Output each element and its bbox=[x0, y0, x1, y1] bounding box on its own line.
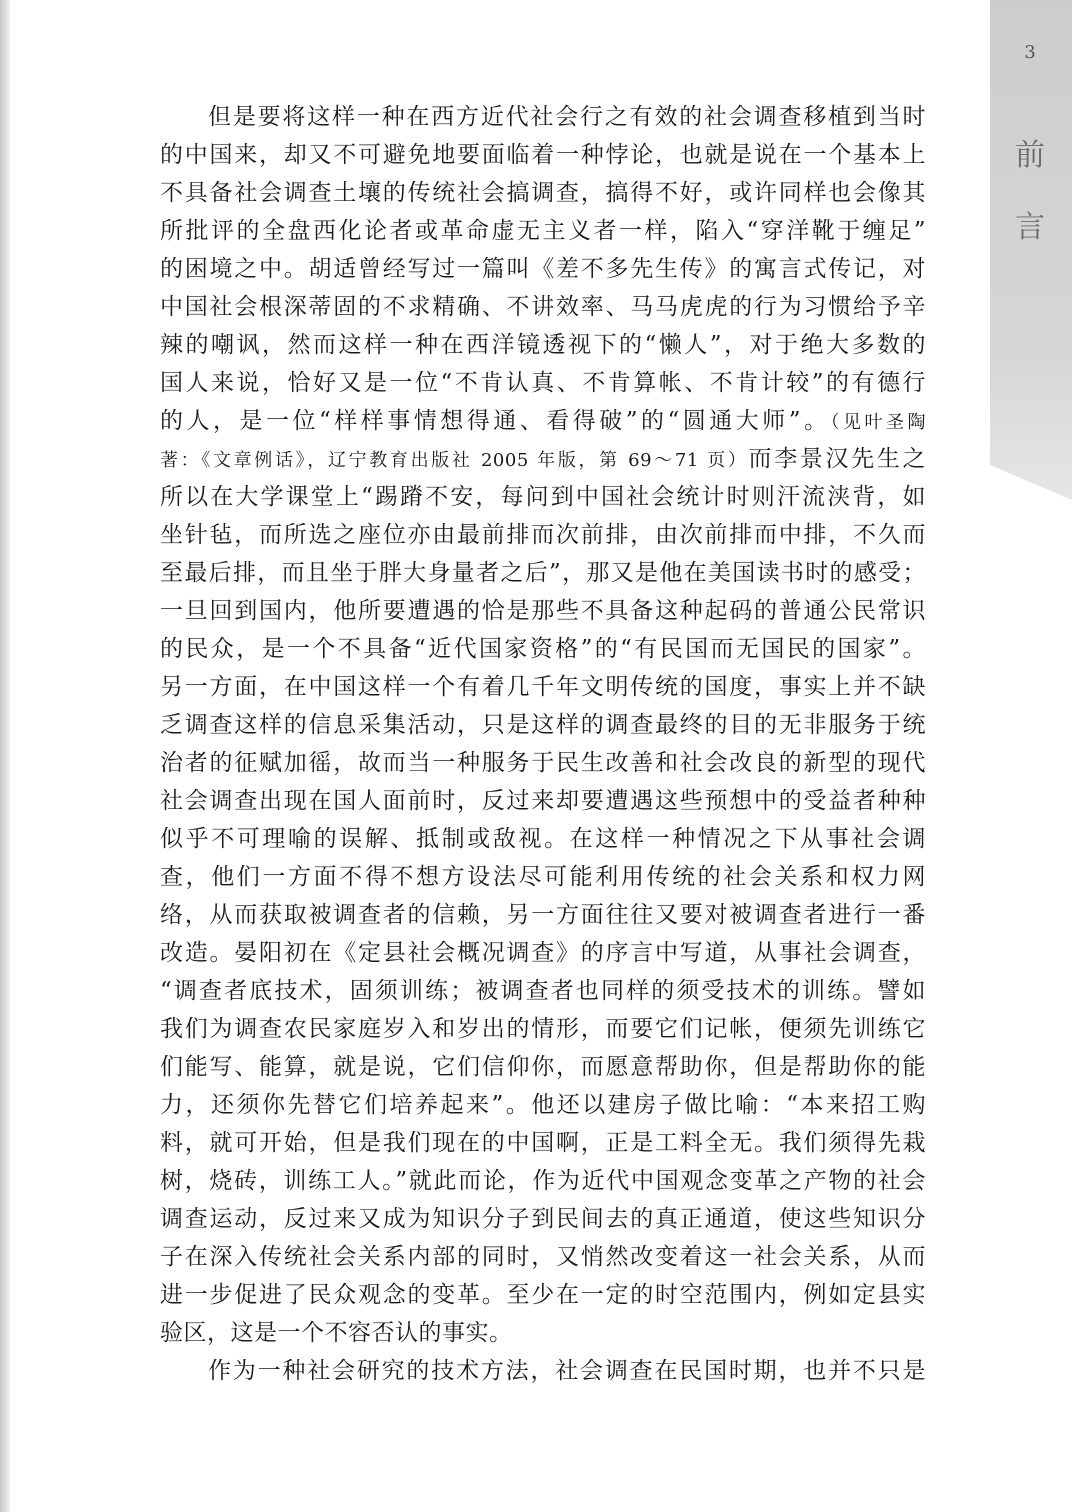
text-line: 一旦回到国内，他所要遭遇的恰是那些不具备这种起码的普通公民常识 bbox=[160, 598, 926, 624]
text-line-with-citation bbox=[160, 402, 926, 440]
text-line: 国人来说，恰好又是一位“不肯认真、不肯算帐、不肯计较”的有德行 bbox=[160, 370, 926, 396]
text-line: 至最后排，而且坐于胖大身量者之后”，那又是他在美国读书时的感受； bbox=[160, 560, 926, 586]
text-line: 所以在大学课堂上“踢蹐不安，每问到中国社会统计时则汗流浃背，如 bbox=[160, 484, 926, 510]
body-text bbox=[160, 98, 926, 1390]
text-line: 验区，这是一个不容否认的事实。 bbox=[160, 1320, 513, 1346]
text-line: 社会调查出现在国人面前时，反过来却要遭遇这些预想中的受益者种种 bbox=[160, 788, 926, 814]
scan-left-edge bbox=[0, 0, 10, 1512]
section-title-char-2: 言 bbox=[1015, 210, 1045, 245]
text-line: 中国社会根深蒂固的不求精确、不讲效率、马马虎虎的行为习惯给予辛 bbox=[160, 294, 926, 320]
text-line: 但是要将这样一种在西方近代社会行之有效的社会调查移植到当时 bbox=[208, 104, 926, 130]
text-line: 子在深入传统社会关系内部的同时，又悄然改变着这一社会关系，从而 bbox=[160, 1244, 926, 1270]
text-line: 辣的嘲讽，然而这样一种在西洋镜透视下的“懒人”，对于绝大多数的 bbox=[160, 332, 926, 358]
text-segment: 而李景汉先生之 bbox=[748, 446, 926, 472]
text-line: 改造。晏阳初在《定县社会概况调查》的序言中写道，从事社会调查， bbox=[160, 940, 926, 966]
text-line: 另一方面，在中国这样一个有着几千年文明传统的国度，事实上并不缺 bbox=[160, 674, 926, 700]
text-line: 似乎不可理喻的误解、抵制或敌视。在这样一种情况之下从事社会调 bbox=[160, 826, 926, 852]
text-line: 力，还须你先替它们培养起来”。他还以建房子做比喻：“本来招工购 bbox=[160, 1092, 926, 1118]
text-line: 不具备社会调查土壤的传统社会搞调查，搞得不好，或许同样也会像其 bbox=[160, 180, 926, 206]
text-line: 作为一种社会研究的技术方法，社会调查在民国时期，也并不只是 bbox=[208, 1358, 926, 1384]
text-line: 查，他们一方面不得不想方设法尽可能利用传统的社会关系和权力网 bbox=[160, 864, 926, 890]
section-title bbox=[1002, 120, 1058, 264]
text-line: 治者的征赋加徭，故而当一种服务于民生改善和社会改良的新型的现代 bbox=[160, 750, 926, 776]
text-line: 的民众，是一个不具备“近代国家资格”的“有民国而无国民的国家”。 bbox=[160, 636, 926, 662]
text-line: 乏调查这样的信息采集活动，只是这样的调查最终的目的无非服务于统 bbox=[160, 712, 926, 738]
text-line: 们能写、能算，就是说，它们信仰你，而愿意帮助你，但是帮助你的能 bbox=[160, 1054, 926, 1080]
text-line: 络，从而获取被调查者的信赖，另一方面往往又要对被调查者进行一番 bbox=[160, 902, 926, 928]
text-line: “调查者底技术，固须训练；被调查者也同样的须受技术的训练。譬如 bbox=[160, 978, 926, 1004]
text-line: 的困境之中。胡适曾经写过一篇叫《差不多先生传》的寓言式传记，对 bbox=[160, 256, 926, 282]
citation-segment: 著：《文章例话》，辽宁教育出版社 2005 年版，第 69～71 页） bbox=[160, 450, 749, 471]
text-line: 树，烧砖，训练工人。”就此而论，作为近代中国观念变革之产物的社会 bbox=[160, 1168, 926, 1194]
text-line-with-citation bbox=[160, 440, 926, 478]
citation-segment: （见叶圣陶 bbox=[830, 412, 926, 433]
text-line: 的中国来，却又不可避免地要面临着一种悖论，也就是说在一个基本上 bbox=[160, 142, 926, 168]
section-title-char-1: 前 bbox=[1015, 138, 1045, 173]
text-line: 所批评的全盘西化论者或革命虚无主义者一样，陷入“穿洋靴于缠足” bbox=[160, 218, 926, 244]
text-line: 调查运动，反过来又成为知识分子到民间去的真正通道，使这些知识分 bbox=[160, 1206, 926, 1232]
page-number: 3 bbox=[1024, 42, 1036, 63]
text-line: 料，就可开始，但是我们现在的中国啊，正是工料全无。我们须得先栽 bbox=[160, 1130, 926, 1156]
text-segment: 的人，是一位“样样事情想得通、看得破”的“圆通大师”。 bbox=[160, 408, 831, 434]
text-line: 我们为调查农民家庭岁入和岁出的情形，而要它们记帐，便须先训练它 bbox=[160, 1016, 926, 1042]
text-line: 进一步促进了民众观念的变革。至少在一定的时空范围内，例如定县实 bbox=[160, 1282, 926, 1308]
text-line: 坐针毡，而所选之座位亦由最前排而次前排，由次前排而中排，不久而 bbox=[160, 522, 926, 548]
